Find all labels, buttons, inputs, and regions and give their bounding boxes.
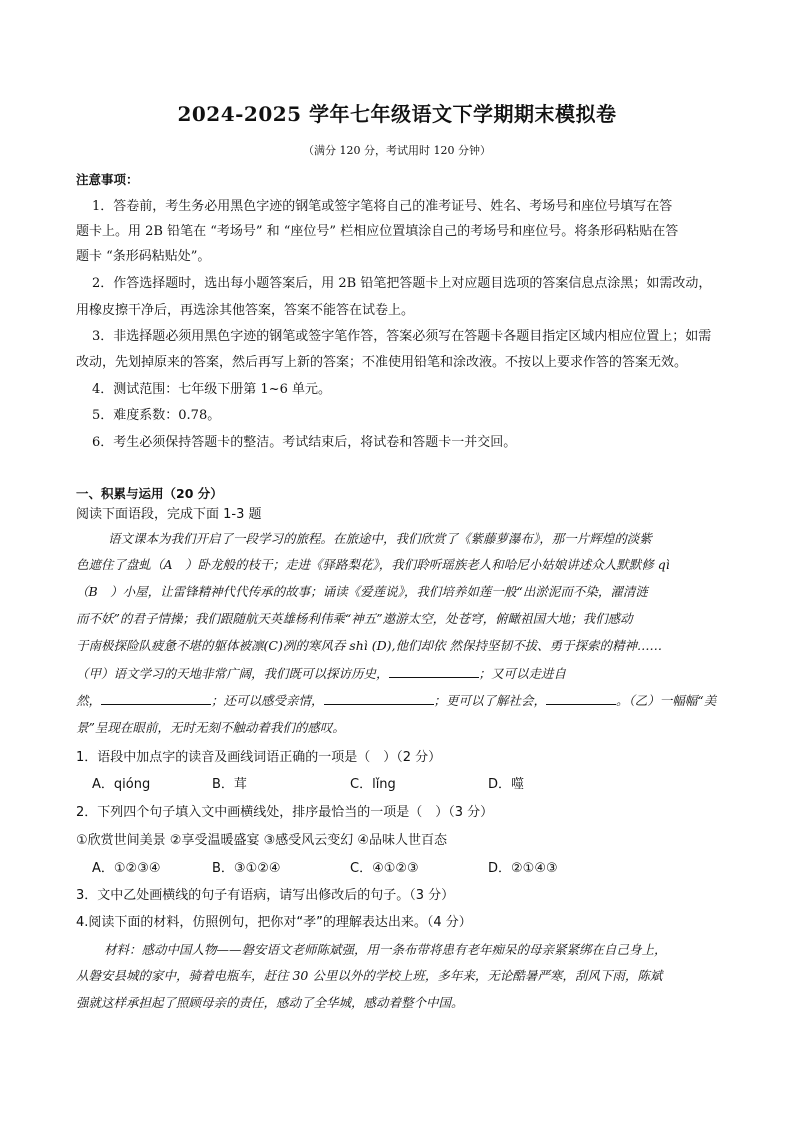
material-line: 从磐安县城的家中，骑着电瓶车，赶往 30 公里以外的学校上班，多年来，无论酷暑严寒，刮风下雨，陈斌 — [76, 968, 663, 983]
passage-text: ；更可以了解社会， — [433, 693, 547, 708]
passage-line: （B ）小屋，让雷锋精神代代传承的故事；诵读《爱莲说》，我们培养如莲一般“出淤泥而不染，濯清涟 — [76, 584, 648, 599]
question-4: 4.阅读下面的材料，仿照例句，把你对“孝”的理解表达出来。（4 分） — [76, 915, 472, 930]
q1-option-a[interactable]: A．qióng — [92, 777, 151, 792]
answer-blank[interactable] — [546, 692, 616, 705]
question-3: 3．文中乙处画横线的句子有语病，请写出修改后的句子。（3 分） — [76, 888, 455, 903]
passage-line: 于南极探险队疲惫不堪的躯体被凛(C)冽的寒风吞 shì (D),他们却依 然保持坚韧不拔、勇于探索的精神…… — [76, 638, 662, 653]
q2-option-c[interactable]: C．④①②③ — [350, 861, 419, 876]
q2-option-b[interactable]: B．③①②④ — [212, 861, 281, 876]
passage-line: 景”呈现在眼前，无时无刻不触动着我们的感叹。 — [76, 720, 345, 735]
notice-line: 4．测试范围：七年级下册第 1~6 单元。 — [92, 382, 331, 397]
passage-text: 。（乙）一幅幅“美 — [616, 693, 717, 708]
material-line: 材料：感动中国人物——磐安语文老师陈斌强，用一条布带将患有老年痴呆的母亲紧紧绑在自己身上， — [104, 942, 667, 957]
answer-blank[interactable] — [389, 665, 479, 678]
passage-line — [76, 664, 726, 682]
notice-line: 6．考生必须保持答题卡的整洁。考试结束后，将试卷和答题卡一并交回。 — [92, 435, 517, 450]
notice-line: 题卡上。用 2B 铅笔在 “考场号” 和 “座位号” 栏相应位置填涂自己的考场号和座位号。将条形码粘贴在答 — [76, 224, 679, 239]
passage-line: 而不妖”的君子情操；我们跟随航天英雄杨利伟乘“神五”遨游太空，处苍穹，俯瞰祖国大地；我们感动 — [76, 611, 633, 626]
passage-line: 色遮住了盘虬（A ）卧龙般的枝干；走进《驿路梨花》，我们聆听瑶族老人和哈尼小姑娘讲述众人默默修 qì — [76, 557, 670, 572]
q2-option-a[interactable]: A．①②③④ — [92, 861, 161, 876]
notice-line: 3．非选择题必须用黑色字迹的钢笔或签字笔作答，答案必须写在答题卡各题目指定区域内相应位置上；如需 — [92, 329, 712, 344]
answer-blank[interactable] — [324, 692, 434, 705]
question-1: 1．语段中加点字的读音及画线词语正确的一项是（ ）（2 分） — [76, 750, 442, 765]
section-instruction: 阅读下面语段，完成下面 1-3 题 — [76, 507, 262, 522]
notice-line: 用橡皮擦干净后，再选涂其他答案，答案不能答在试卷上。 — [76, 303, 415, 318]
section-heading: 一、积累与运用（20 分） — [76, 486, 223, 501]
q2-sentences: ①欣赏世间美景 ②享受温暖盛宴 ③感受风云变幻 ④品味人世百态 — [76, 833, 448, 848]
q1-option-b[interactable]: B．茸 — [212, 777, 247, 792]
q1-option-c[interactable]: C．lǐng — [350, 777, 396, 792]
answer-blank[interactable] — [101, 692, 211, 705]
passage-text: ；又可以走进自 — [478, 666, 567, 681]
passage-text: 然， — [76, 693, 102, 708]
material-line: 强就这样承担起了照顾母亲的责任，感动了全华城，感动着整个中国。 — [76, 995, 464, 1010]
notice-line: 1．答卷前，考生务必用黑色字迹的钢笔或签字笔将自己的准考证号、姓名、考场号和座位号填写在答 — [92, 199, 673, 214]
notice-line: 改动，先划掉原来的答案，然后再写上新的答案；不准使用铅笔和涂改液。不按以上要求作答的答案无效。 — [76, 355, 688, 370]
passage-line: 语文课本为我们开启了一段学习的旅程。在旅途中，我们欣赏了《紫藤萝瀑布》，那一片辉煌的淡紫 — [108, 531, 652, 546]
page-subtitle: （满分 120 分，考试用时 120 分钟） — [303, 144, 491, 157]
passage-text: ；还可以感受亲情， — [211, 693, 324, 708]
q2-option-d[interactable]: D．②①④③ — [488, 861, 558, 876]
question-2: 2．下列四个句子填入文中画横线处，排序最恰当的一项是（ ）（3 分） — [76, 805, 494, 820]
notice-line: 2．作答选择题时，选出每小题答案后，用 2B 铅笔把答题卡上对应题目选项的答案信息点涂黑；如需改动， — [92, 276, 712, 291]
q1-option-d[interactable]: D．噬 — [488, 777, 525, 792]
passage-text: （甲）语文学习的天地非常广阔，我们既可以探访历史， — [76, 666, 389, 681]
passage-line — [76, 691, 726, 709]
notice-heading: 注意事项： — [76, 172, 139, 187]
notice-line: 题卡 “条形码粘贴处”。 — [76, 249, 211, 264]
page-title: 2024-2025 学年七年级语文下学期期末模拟卷 — [177, 102, 617, 126]
notice-line: 5．难度系数：0.78。 — [92, 408, 221, 423]
